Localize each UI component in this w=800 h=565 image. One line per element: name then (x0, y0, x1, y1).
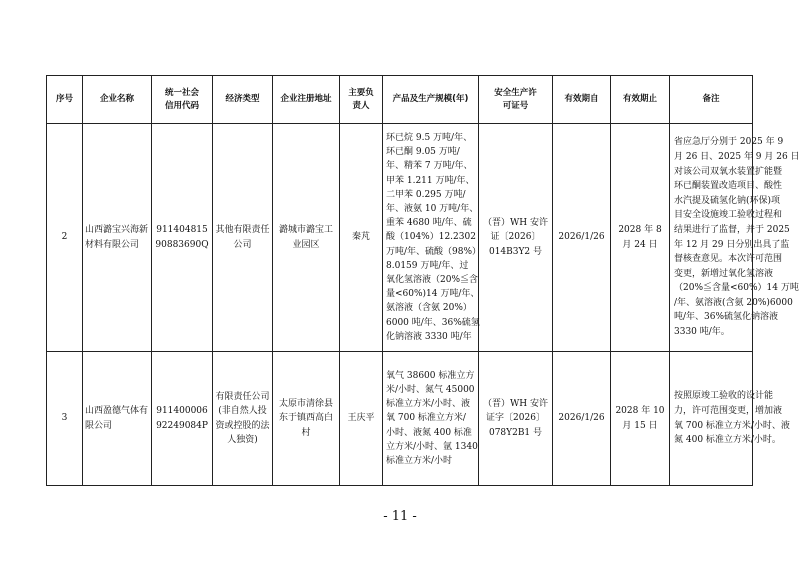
cell-credit-code: 91140481590883690Q (152, 124, 213, 352)
product-line: 万吨/年、硫酸（98%） (386, 246, 482, 257)
cell-economic-type: 有限责任公司(非自然人投资或控股的法人独资) (213, 352, 273, 486)
remark-line: 结果进行了监督，并于 2025 (674, 224, 790, 235)
cell-license-no: （晋）WH 安许证字〔2026〕078Y2B1 号 (479, 352, 553, 486)
product-line: 标准立方米/小时 (386, 456, 453, 466)
remark-line: 按照原竣工验收的设计能 (674, 391, 774, 402)
remark-line: 水汽提及硫氢化钠(环保)项 (674, 195, 781, 206)
table-row (47, 124, 753, 352)
remark-line: 环已酮装置改造项目、酸性 (674, 181, 783, 192)
cell-products (383, 352, 479, 486)
product-line: 氧 700 标准立方米/ (386, 413, 466, 424)
remark-line: （20%≦含量<60%）14 万吨 (674, 283, 799, 294)
header-license-no: 安全生产许可证号 (479, 76, 553, 124)
cell-valid-from: 2026/1/26 (553, 124, 611, 352)
product-line: 年、精苯 7 万吨/年、 (386, 161, 473, 172)
remark-line: 省应急厅分别于 2025 年 9 (674, 137, 784, 148)
remark-line: 月 26 日、2025 年 9 月 26 日 (674, 151, 800, 162)
header-address: 企业注册地址 (273, 76, 340, 124)
page-number: - 11 - (383, 509, 417, 524)
header-leader: 主要负责人 (340, 76, 383, 124)
product-line: 量<60%)14 万吨/年、 (386, 289, 480, 300)
remark-line: 力，许可范围变更，增加液 (674, 405, 783, 416)
product-line: 二甲苯 0.295 万吨/ (386, 189, 466, 200)
cell-company-name: 山西潞宝兴海新材料有限公司 (83, 124, 152, 352)
product-line: 氧气 38600 标准立方 (386, 370, 475, 381)
header-valid-from: 有效期自 (553, 76, 611, 124)
cell-credit-code: 91140000692249084P (152, 352, 213, 486)
cell-remarks (670, 124, 800, 352)
header-row (47, 76, 753, 124)
product-line: 化钠溶液 3330 吨/年 (386, 331, 472, 342)
product-line: 米/小时、氮气 45000 (386, 384, 475, 395)
product-line: 立方米/小时、氩 1340 (386, 441, 478, 452)
header-company-name: 企业名称 (83, 76, 152, 124)
remark-line: 氮 400 标准立方米/小时。 (674, 435, 781, 446)
remark-line: 对该公司双氧水装置扩能暨 (674, 166, 783, 177)
header-valid-to: 有效期止 (611, 76, 670, 124)
cell-license-no: （晋）WH 安许证〔2026〕014B3Y2 号 (479, 124, 553, 352)
header-seq: 序号 (47, 76, 83, 124)
header-remarks: 备注 (670, 76, 753, 124)
table-row (47, 352, 753, 486)
product-line: 环已烷 9.5 万吨/年、 (386, 132, 473, 143)
cell-remarks (670, 352, 790, 486)
cell-leader: 王庆平 (340, 352, 383, 486)
cell-economic-type: 其他有限责任公司 (213, 124, 273, 352)
product-line: 氨溶液（含氨 20%） (386, 303, 472, 314)
remark-line: 变更，新增过氧化氢溶液 (674, 268, 774, 279)
product-line: 甲苯 1.211 万吨/年、 (386, 175, 475, 186)
product-line: 氧化氢溶液（20%≦含 (386, 275, 479, 285)
product-line: 年、液氨 10 万吨/年、 (386, 203, 479, 214)
cell-valid-to: 2028 年 10 月 15 日 (611, 352, 670, 486)
remark-line: 年 12 月 29 日分别出具了监 (674, 239, 790, 250)
cell-products (383, 124, 482, 352)
cell-leader: 秦芃 (340, 124, 383, 352)
product-line: 小时、液氮 400 标准 (386, 427, 472, 438)
remark-line: 氧 700 标准立方米/小时、液 (674, 420, 790, 431)
cell-seq: 2 (47, 124, 83, 352)
cell-valid-from: 2026/1/26 (553, 352, 611, 486)
remark-line: 督核查意见。本次许可范围 (674, 254, 783, 265)
enterprise-license-table (46, 75, 800, 486)
cell-seq: 3 (47, 352, 83, 486)
product-line: 环已酮 9.05 万吨/ (386, 147, 460, 158)
remark-line: 吨/年、36%硫氢化钠溶液 (674, 312, 779, 323)
cell-valid-to: 2028 年 8 月 24 日 (611, 124, 670, 352)
cell-address: 潞城市潞宝工业园区 (273, 124, 340, 352)
product-line: 6000 吨/年、36%硫氢 (386, 317, 480, 328)
product-line: 重苯 4680 吨/年、硫 (386, 218, 472, 229)
remark-line: /年、氨溶液(含氨 20%)6000 (674, 297, 793, 308)
product-line: 8.0159 万吨/年、过 (386, 260, 469, 271)
remark-line: 3330 吨/年。 (674, 327, 730, 338)
remark-line: 目安全设施竣工验收过程和 (674, 210, 783, 221)
header-credit-code: 统一社会信用代码 (152, 76, 213, 124)
header-economic-type: 经济类型 (213, 76, 273, 124)
cell-company-name: 山西盈德气体有限公司 (83, 352, 152, 486)
header-products: 产品及生产规模(年) (383, 76, 479, 124)
product-line: 标准立方米/小时、液 (386, 399, 471, 410)
cell-address: 太原市清徐县东于镇西高白村 (273, 352, 340, 486)
product-line: 酸（104%）12.2302 (386, 232, 476, 243)
